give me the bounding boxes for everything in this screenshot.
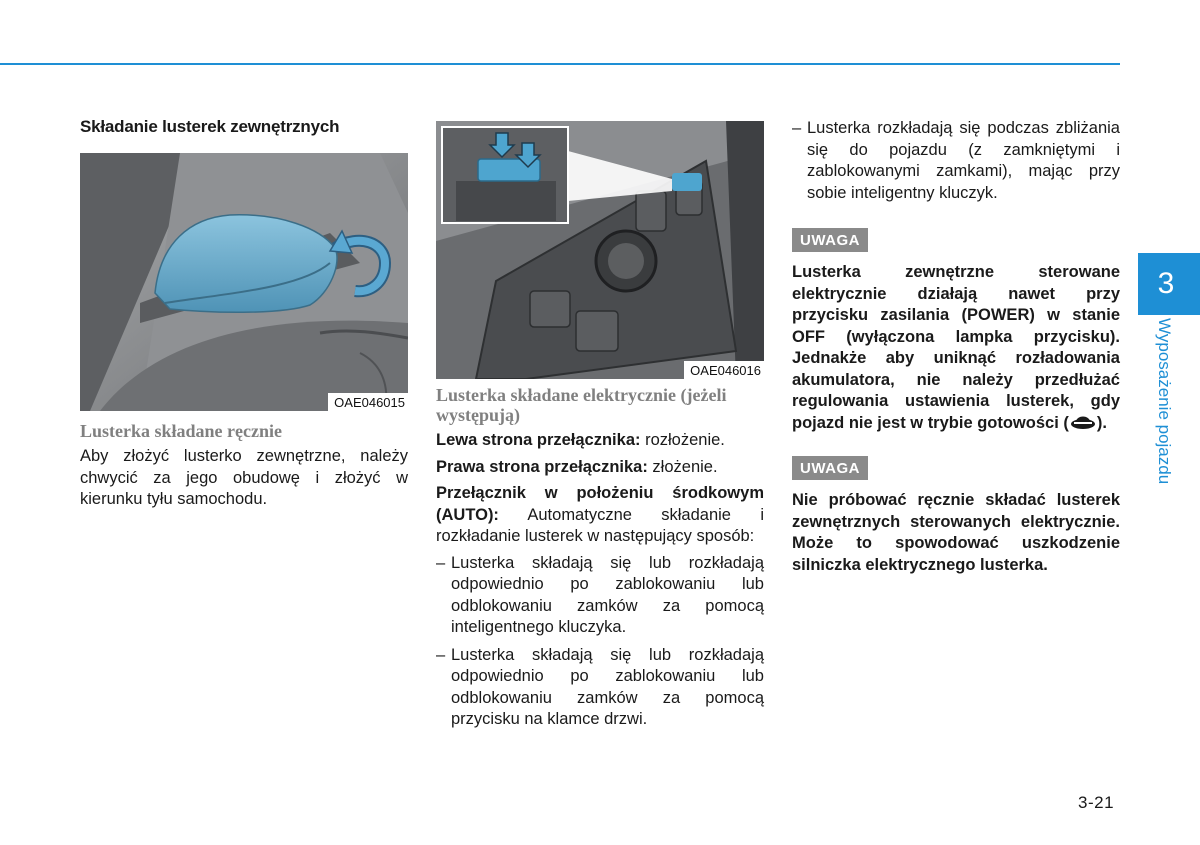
dash-bullet: –: [792, 119, 802, 137]
figure-code: OAE046016: [684, 361, 764, 379]
figure-electric-switch: [436, 121, 764, 379]
electric-text: [436, 430, 764, 737]
car-icon: [1069, 413, 1097, 438]
dash-bullet: –: [436, 553, 446, 572]
warning-badge: UWAGA: [792, 456, 868, 480]
list-item: [436, 553, 764, 639]
caption-manual: Lusterka składane ręcznie: [80, 421, 282, 441]
chapter-label: Wyposażenie pojazdu: [1155, 318, 1174, 485]
auto-value: Automatyczne składanie i rozkładanie lusterek w następujący sposób:: [436, 505, 764, 545]
warning-badge: UWAGA: [792, 228, 868, 252]
warning-text: [792, 262, 1120, 437]
list-item-text: Lusterka składają się lub rozkładają odpowiednio po zablokowaniu lub odblokowaniu zamków za pomocą inteligentnego kluczyka.: [451, 553, 764, 636]
warning-text: Nie próbować ręcznie składać lusterek zewnętrznych sterowanych elektrycznie. Może to spowodować uszkodzenie silniczka elektrycznego lusterka.: [792, 491, 1120, 574]
left-side-label: Lewa strona przełącznika:: [436, 431, 641, 449]
right-side-value: złożenie.: [647, 457, 718, 476]
warning-text-start: Lusterka zewnętrzne sterowane elektrycznie działają nawet przy przycisku zasilania (POWER) w stanie OFF (wyłączona lampka przycisku). Jednakże aby uniknąć rozładowania akumulatora, nie należy przedłużać regulowania ustawienia lusterek, gdy pojazd nie jest w trybie gotowości (: [792, 263, 1120, 432]
right-side-label: Prawa strona przełącznika:: [436, 457, 648, 476]
chapter-tab: [1138, 253, 1200, 315]
auto-paragraph: [436, 483, 764, 548]
page-number: 3-21: [1078, 793, 1115, 812]
right-side-paragraph: [436, 457, 764, 479]
figure-manual-mirror: [80, 153, 408, 411]
electric-text-continued: [792, 118, 1120, 210]
left-side-paragraph: [436, 430, 764, 452]
switch-illustration: [436, 121, 764, 379]
mirror-illustration: [80, 153, 408, 411]
section-title: Składanie lusterek zewnętrznych: [80, 117, 340, 136]
auto-label: Przełącznik w położeniu środkowym (AUTO):: [436, 484, 764, 524]
list-item: [792, 118, 1120, 204]
caption-electric: Lusterka składane elektrycznie (jeżeli występują): [436, 385, 727, 425]
chapter-number: 3: [1157, 267, 1175, 300]
list-item-text: Lusterka rozkładają się podczas zbliżania się do pojazdu (z zamkniętymi i zablokowanymi zamkami), mając przy sobie inteligentny kluczyk.: [807, 119, 1120, 202]
warning-text-end: ).: [1096, 413, 1107, 432]
list-item: [436, 645, 764, 731]
left-side-value: rozłożenie.: [640, 431, 725, 449]
top-rule: [0, 63, 1120, 65]
manual-text: Aby złożyć lusterko zewnętrzne, należy chwycić za jego obudowę i złożyć w kierunku tyłu samochodu.: [80, 447, 408, 508]
list-item-text: Lusterka składają się lub rozkładają odpowiednio po zablokowaniu lub odblokowaniu zamków za pomocą przycisku na klamce drzwi.: [451, 645, 764, 728]
figure-code: OAE046015: [328, 393, 408, 411]
dash-bullet: –: [436, 645, 446, 664]
